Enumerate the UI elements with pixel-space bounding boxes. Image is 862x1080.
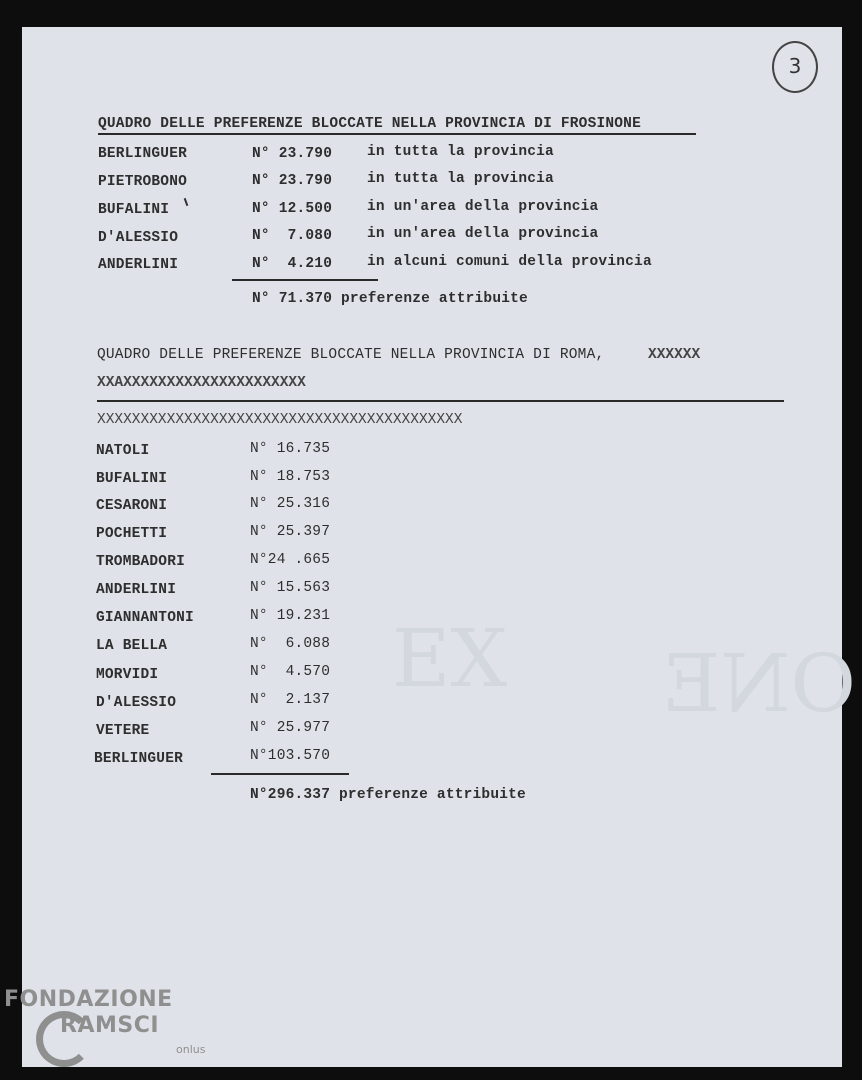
document-page bbox=[22, 27, 856, 1067]
table-row-name: BERLINGUER bbox=[98, 146, 188, 162]
table-row-name: CESARONI bbox=[96, 498, 168, 514]
table-row-name: LA BELLA bbox=[96, 638, 168, 654]
table-row-number: N°24 .665 bbox=[250, 552, 331, 568]
table-row-number: N° 23.790 bbox=[252, 146, 333, 162]
table-row-name: NATOLI bbox=[96, 443, 150, 459]
table-row-number: N° 25.316 bbox=[250, 496, 331, 512]
table-row-number: N° 25.397 bbox=[250, 524, 331, 540]
table-row-number: N° 2.137 bbox=[250, 692, 331, 708]
frosinone-total: N° 71.370 preferenze attribuite bbox=[252, 291, 528, 307]
roma-total: N°296.337 preferenze attribuite bbox=[250, 787, 526, 803]
strikeout-text: XXAXXXXXXXXXXXXXXXXXXXXX bbox=[97, 375, 306, 391]
table-row-name: BERLINGUER bbox=[94, 751, 184, 767]
table-row-name: D'ALESSIO bbox=[98, 230, 179, 246]
strikeout-text: XXXXXX bbox=[648, 347, 701, 363]
table-row-number: N° 25.977 bbox=[250, 720, 331, 736]
table-row-area: in un'area della provincia bbox=[367, 199, 599, 215]
table-row-number: N° 18.753 bbox=[250, 469, 331, 485]
table-row-number: N° 19.231 bbox=[250, 608, 331, 624]
watermark-right: ONE bbox=[662, 637, 856, 730]
table-row-name: PIETROBONO bbox=[98, 174, 188, 190]
archive-logo bbox=[4, 985, 224, 1080]
table-row-number: N° 16.735 bbox=[250, 441, 331, 457]
table-row-number: N° 12.500 bbox=[252, 201, 333, 217]
watermark-left: EX bbox=[392, 612, 508, 705]
page-number: 3 bbox=[772, 41, 818, 93]
table-row-number: N° 7.080 bbox=[252, 228, 333, 244]
table-row-name: BUFALINI bbox=[98, 202, 170, 218]
table-row-number: N° 6.088 bbox=[250, 636, 331, 652]
table-row-name: TROMBADORI bbox=[96, 554, 186, 570]
table-row-area: in un'area della provincia bbox=[367, 226, 599, 242]
logo-line-2: RAMSCI bbox=[60, 1013, 160, 1038]
table-row-number: N° 15.563 bbox=[250, 580, 331, 596]
frosinone-title-underline bbox=[98, 133, 696, 135]
table-row-number: N° 4.570 bbox=[250, 664, 331, 680]
frosinone-title: QUADRO DELLE PREFERENZE BLOCCATE NELLA PROVINCIA DI FROSINONE bbox=[98, 116, 641, 132]
logo-line-3: onlus bbox=[176, 1043, 206, 1056]
table-row-name: MORVIDI bbox=[96, 667, 159, 683]
table-row-name: ANDERLINI bbox=[98, 257, 179, 273]
table-row-name: VETERE bbox=[96, 723, 150, 739]
logo-line-1: FONDAZIONE bbox=[4, 987, 173, 1012]
table-row-area: in tutta la provincia bbox=[367, 144, 554, 160]
table-row-number: N° 23.790 bbox=[252, 173, 333, 189]
table-row-name: D'ALESSIO bbox=[96, 695, 177, 711]
roma-title: QUADRO DELLE PREFERENZE BLOCCATE NELLA PROVINCIA DI ROMA, bbox=[97, 347, 605, 363]
strikeout-text: XXXXXXXXXXXXXXXXXXXXXXXXXXXXXXXXXXXXXXXXXX bbox=[97, 412, 463, 428]
table-row-number: N° 4.210 bbox=[252, 256, 333, 272]
table-row-area: in alcuni comuni della provincia bbox=[367, 254, 652, 270]
table-row-name: ANDERLINI bbox=[96, 582, 177, 598]
table-row-area: in tutta la provincia bbox=[367, 171, 554, 187]
table-row-name: POCHETTI bbox=[96, 526, 168, 542]
table-row-number: N°103.570 bbox=[250, 748, 331, 764]
frosinone-total-rule bbox=[232, 279, 378, 281]
roma-title-rule bbox=[97, 400, 784, 402]
table-row-name: GIANNANTONI bbox=[96, 610, 194, 626]
roma-total-rule bbox=[211, 773, 349, 775]
table-row-name: BUFALINI bbox=[96, 471, 168, 487]
